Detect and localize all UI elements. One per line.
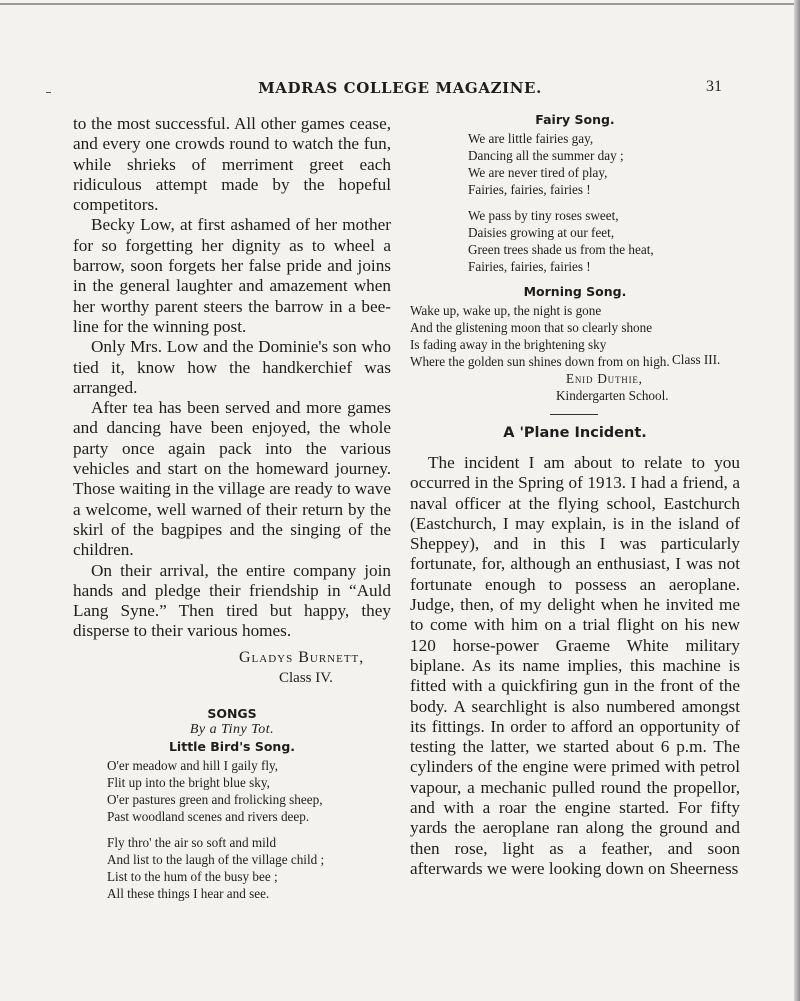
verse-line: Fairies, fairies, fairies ! (468, 182, 591, 197)
verse-stanza (73, 757, 391, 825)
verse-line: Is fading away in the brightening sky (410, 337, 607, 352)
section-divider (550, 414, 598, 415)
signature-block (410, 370, 740, 387)
page-number: 31 (706, 78, 722, 95)
verse-line: We are never tired of play, (468, 165, 608, 180)
verse-stanza (410, 130, 740, 198)
paragraph: After tea has been served and more games and dancing have been enjoyed, the whole party once again pack into the various vehicles and start on the homeward journey. Those waiting in the village are ready to wave a welcome, well warned of their return by the skirl of the bagpipes and the singing of the children. (73, 398, 391, 560)
songs-section (73, 706, 391, 902)
verse-line: And the glistening moon that so clearly shone (410, 320, 653, 335)
paragraph: Becky Low, at first ashamed of her mother for so forgetting her dignity as to wheel a barrow, soon forgets her false pride and joins in the general laughter and amazement when her worthy parent steers the barrow in a bee-line for the winning post. (73, 215, 391, 336)
signature-class: Class IV. (279, 669, 333, 686)
morning-song-title: Morning Song. (523, 284, 627, 299)
verse-line: Dancing all the summer day ; (468, 148, 624, 163)
verse-line: Past woodland scenes and rivers deep. (107, 808, 310, 824)
paragraph: On their arrival, the entire company join hands and pledge their friendship in “Auld Lang Syne.” Then tired but happy, they disperse to their various homes. (73, 560, 391, 641)
signature-name: Enid Duthie, (566, 371, 643, 386)
verse-line: And list to the laugh of the village child ; (107, 851, 325, 867)
verse-line: Wake up, wake up, the night is gone (410, 303, 602, 318)
signature-class: Class III. (672, 352, 721, 367)
verse-line: Where the golden sun shines down from on high. (410, 354, 670, 369)
scan-right-edge (794, 0, 800, 1001)
scan-top-edge (0, 3, 800, 5)
little-bird-song-title: Little Bird's Song. (168, 738, 296, 754)
article-title: A 'Plane Incident. (503, 425, 647, 441)
left-column (73, 114, 391, 902)
verse-line: We pass by tiny roses sweet, (468, 208, 619, 223)
fairy-song-title: Fairy Song. (535, 112, 615, 127)
verse-line: Flit up into the bright blue sky, (107, 774, 270, 790)
verse-line: All these things I hear and see. (107, 885, 270, 901)
verse-line: Fairies, fairies, fairies ! (468, 259, 591, 274)
verse-line: We are little fairies gay, (468, 131, 594, 146)
songs-heading: SONGS (207, 705, 257, 721)
paragraph: to the most successful. All other games cease, and every one crowds round to watch the fun, while shrieks of merriment greet each ridiculous attempt made by the hopeful competitors. (73, 114, 391, 215)
signature-name: Gladys Burnett, (239, 648, 365, 666)
signature-block (73, 648, 391, 688)
verse-stanza (410, 207, 740, 275)
verse-stanza (73, 834, 391, 902)
signature-school: Kindergarten School. (556, 388, 669, 403)
verse-line: O'er pastures green and frolicking sheep, (107, 791, 323, 807)
paragraph: Only Mrs. Low and the Dominie's son who tied it, know how the handkerchief was arranged. (73, 337, 391, 397)
right-column (410, 112, 740, 879)
songs-byline: By a Tiny Tot. (189, 721, 275, 737)
verse-line: Daisies growing at our feet, (468, 225, 615, 240)
verse-line: O'er meadow and hill I gaily fly, (107, 757, 279, 773)
verse-line: Fly thro' the air so soft and mild (107, 834, 277, 850)
verse-line: List to the hum of the busy bee ; (107, 868, 278, 884)
article-paragraph: The incident I am about to relate to you occurred in the Spring of 1913. I had a friend, a naval officer at the flying school, Eastchurch (Eastchurch, I may explain, is in the island of Sheppey), and in this I was particularly fortunate, for, although an enthusiast, I was not fortunate enough to possess an aeroplane. Judge, then, of my delight when he invited me to come with him on a trial flight on his new 120 horse-power Graeme White military biplane. As its name implies, this machine is fitted with a quickfiring gun in the front of the body. A searchlight is also numbered amongst its fittings. In order to afford an opportunity of testing the latter, we started about 6 p.m. The cylinders of the engine were primed with petrol vapour, a mechanic pulled round the propellor, and with a roar the engine started. For fifty yards the aeroplane ran along the ground and then rose, light as a feather, and soon afterwards we were looking down on Sheerness (410, 453, 740, 878)
verse-line: Green trees shade us from the heat, (468, 242, 654, 257)
running-header-title: MADRAS COLLEGE MAGAZINE. (258, 79, 542, 97)
